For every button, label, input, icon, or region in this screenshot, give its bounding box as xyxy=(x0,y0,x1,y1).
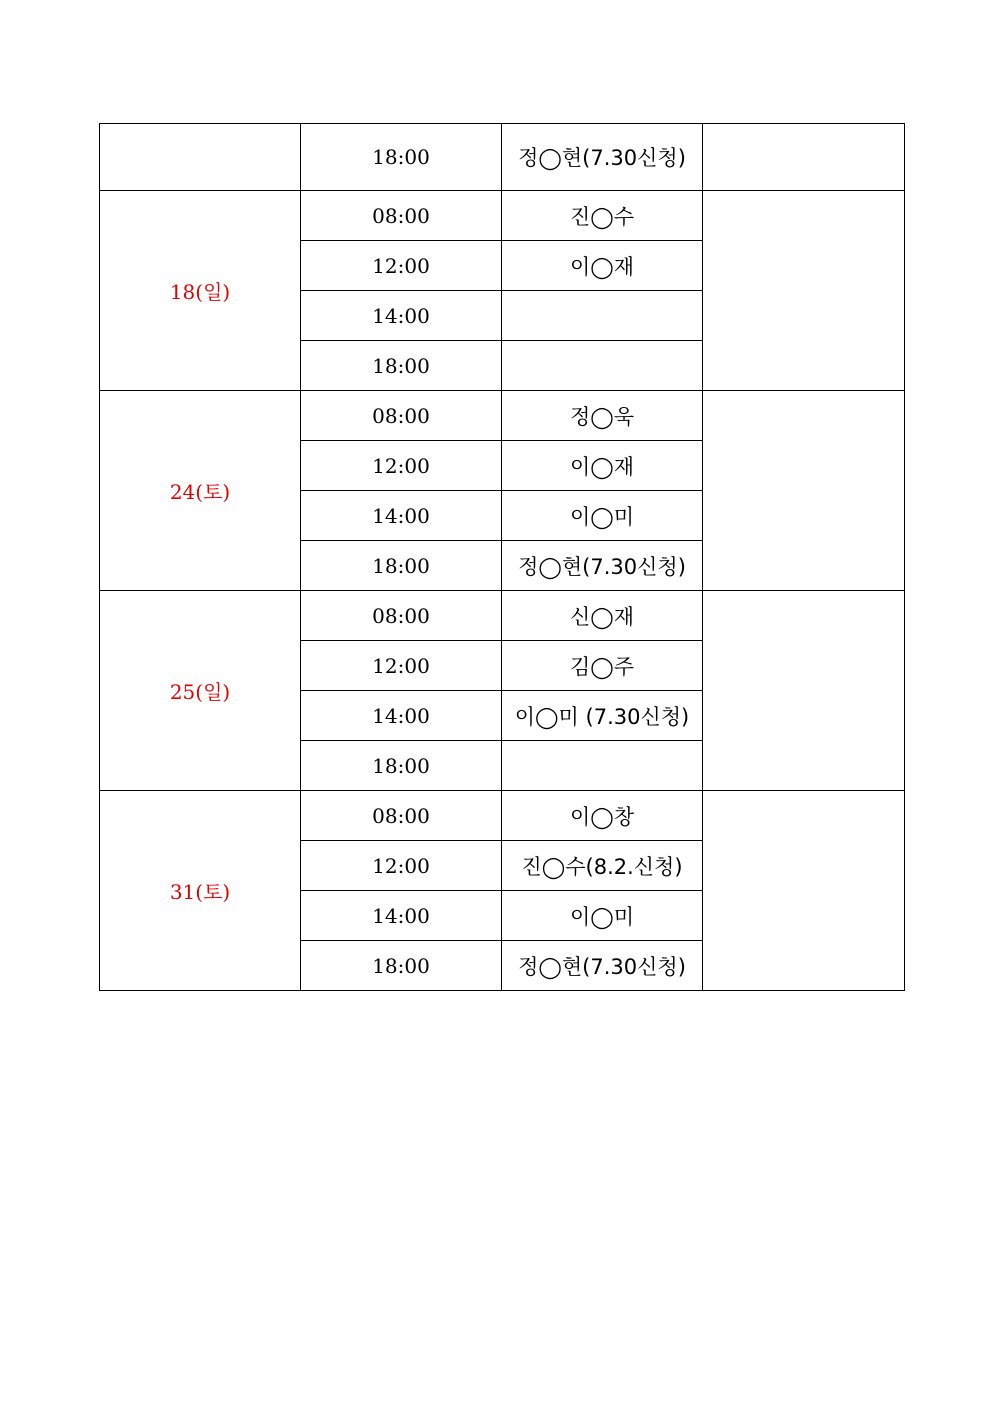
time-cell: 12:00 xyxy=(301,841,502,891)
table-row xyxy=(100,124,905,191)
time-cell: 14:00 xyxy=(301,291,502,341)
name-cell: 진◯수 xyxy=(502,191,703,241)
date-cell: 18(일) xyxy=(100,191,301,391)
name-cell: 이◯재 xyxy=(502,441,703,491)
note-cell xyxy=(703,124,905,191)
time-cell: 18:00 xyxy=(301,541,502,591)
name-cell: 진◯수(8.2.신청) xyxy=(502,841,703,891)
time-cell: 08:00 xyxy=(301,791,502,841)
time-cell: 18:00 xyxy=(301,941,502,991)
time-cell: 08:00 xyxy=(301,591,502,641)
table-row xyxy=(100,591,905,641)
time-cell: 08:00 xyxy=(301,391,502,441)
time-cell: 14:00 xyxy=(301,691,502,741)
name-cell: 이◯미 (7.30신청) xyxy=(502,691,703,741)
name-cell: 이◯재 xyxy=(502,241,703,291)
name-cell: 이◯미 xyxy=(502,491,703,541)
table-row xyxy=(100,391,905,441)
time-cell: 18:00 xyxy=(301,741,502,791)
time-cell: 18:00 xyxy=(301,124,502,191)
name-cell: 이◯창 xyxy=(502,791,703,841)
note-cell xyxy=(703,591,905,791)
note-cell xyxy=(703,791,905,991)
date-cell: 25(일) xyxy=(100,591,301,791)
name-cell xyxy=(502,741,703,791)
table-row xyxy=(100,791,905,841)
name-cell: 김◯주 xyxy=(502,641,703,691)
note-cell xyxy=(703,391,905,591)
date-cell: 24(토) xyxy=(100,391,301,591)
name-cell: 정◯현(7.30신청) xyxy=(502,541,703,591)
name-cell: 정◯현(7.30신청) xyxy=(502,124,703,191)
date-cell xyxy=(100,124,301,191)
schedule-table xyxy=(99,123,905,991)
note-cell xyxy=(703,191,905,391)
time-cell: 12:00 xyxy=(301,641,502,691)
time-cell: 18:00 xyxy=(301,341,502,391)
time-cell: 12:00 xyxy=(301,441,502,491)
date-cell: 31(토) xyxy=(100,791,301,991)
name-cell xyxy=(502,291,703,341)
name-cell: 이◯미 xyxy=(502,891,703,941)
table-row xyxy=(100,191,905,241)
name-cell: 정◯욱 xyxy=(502,391,703,441)
name-cell: 신◯재 xyxy=(502,591,703,641)
time-cell: 14:00 xyxy=(301,891,502,941)
name-cell xyxy=(502,341,703,391)
time-cell: 08:00 xyxy=(301,191,502,241)
time-cell: 12:00 xyxy=(301,241,502,291)
schedule-body xyxy=(100,124,905,991)
time-cell: 14:00 xyxy=(301,491,502,541)
name-cell: 정◯현(7.30신청) xyxy=(502,941,703,991)
